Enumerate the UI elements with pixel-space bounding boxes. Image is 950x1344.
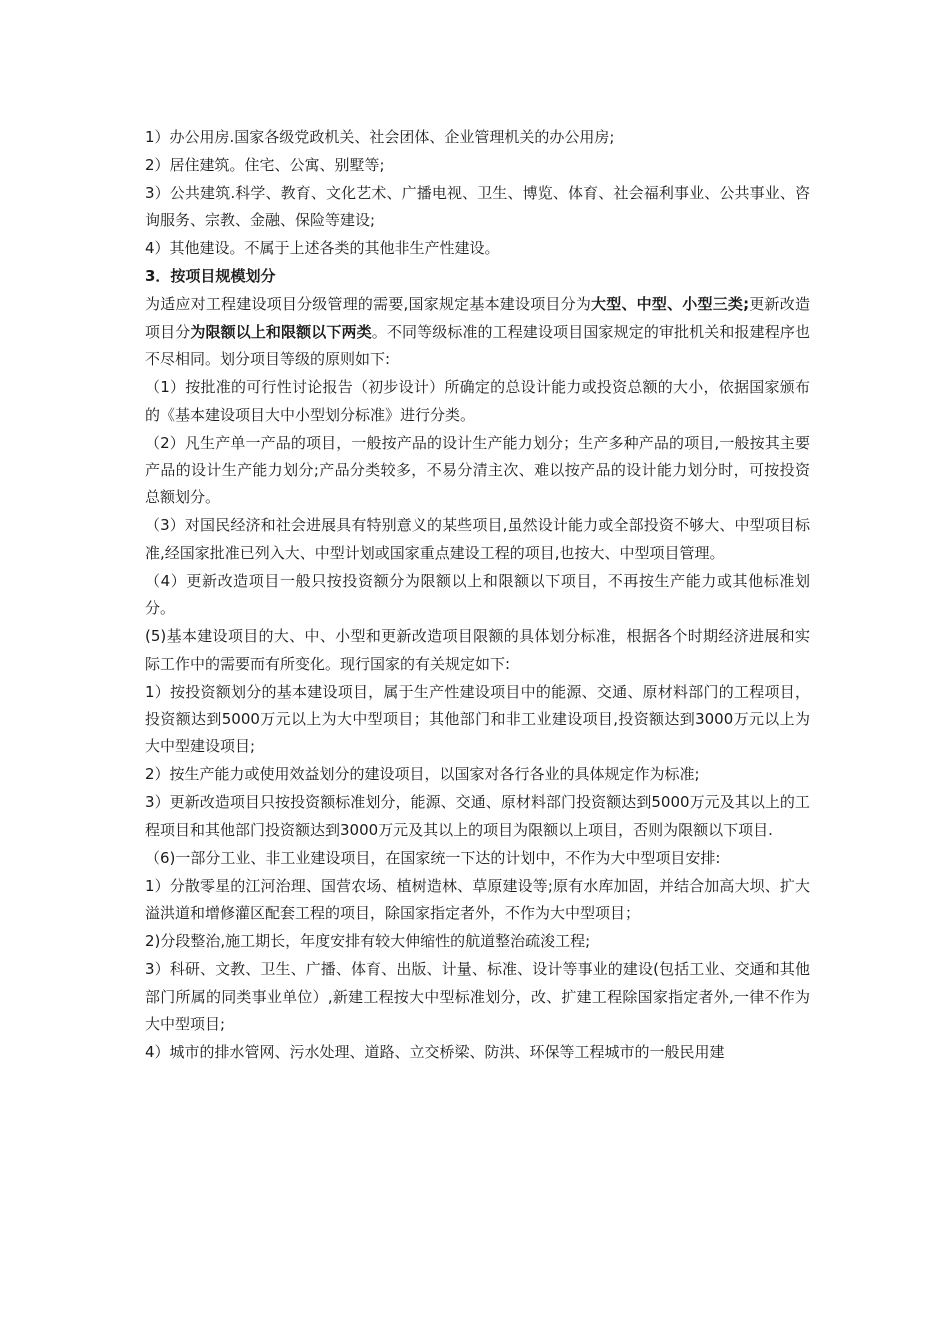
paragraph-exception-3: 3）科研、文教、卫生、广播、体育、出版、计量、标准、设计等事业的建设(包括工业、交通和其他部门所属的同类事业单位）,新建工程按大中型标准划分，改、扩建工程除国家指定者外,一律不作为大中型项目; [145,960,810,1034]
paragraph-principle-2: （2）凡生产单一产品的项目，一般按产品的设计生产能力划分；生产多种产品的项目,一般按其主要产品的设计生产能力划分;产品分类较多，不易分清主次、难以按产品的设计能力划分时，可按投资总额划分。 [145,433,810,507]
bold-run: 为限额以上和限额以下两类 [190,322,372,341]
text-run: 。不同等级标准的工程建设项目国家规定的审批机关和报建程序也不尽相同。划分项目等级的原则如下: [145,322,810,369]
paragraph-office-buildings: 1）办公用房.国家各级党政机关、社会团体、企业管理机关的办公用房; [145,128,615,146]
paragraph-other-construction: 4）其他建设。不属于上述各类的其他非生产性建设。 [145,239,500,258]
paragraph-residential: 2）居住建筑。住宅、公寓、别墅等; [145,156,385,174]
paragraph-rule-capacity: 2）按生产能力或使用效益划分的建设项目，以国家对各行各业的具体规定作为标准; [145,765,700,784]
paragraph-principle-5: (5)基本建设项目的大、中、小型和更新改造项目限额的具体划分标准，根据各个时期经济进展和实际工作中的需要而有所变化。现行国家的有关规定如下: [145,627,810,673]
section-heading-scale: 3．按项目规模划分 [145,267,276,286]
paragraph-exception-2: 2)分段整治,施工期长，年度安排有较大伸缩性的航道整治疏浚工程; [145,932,591,951]
bold-run: 大型、中型、小型三类; [591,295,750,314]
paragraph-principle-3: （3）对国民经济和社会进展具有特别意义的某些项目,虽然设计能力或全部投资不够大、中型项目标准,经国家批准已列入大、中型计划或国家重点建设工程的项目,也按大、中型项目管理。 [145,516,810,562]
paragraph-rule-renovation: 3）更新改造项目只按投资额标准划分，能源、交通、原材料部门投资额达到5000万元及其以上的工程项目和其他部门投资额达到3000万元及其以上的项目为限额以上项目，否则为限额以下项目. [145,793,810,839]
paragraph-exception-1: 1）分散零星的江河治理、国营农场、植树造林、草原建设等;原有水库加固，并结合加高大坝、扩大溢洪道和增修灌区配套工程的项目，除国家指定者外，不作为大中型项目； [145,876,810,923]
paragraph-scale-intro [145,291,810,373]
paragraph-exception-4: 4）城市的排水管网、污水处理、道路、立交桥梁、防洪、环保等工程城市的一般民用建 [145,1043,725,1062]
paragraph-rule-investment: 1）按投资额划分的基本建设项目，属于生产性建设项目中的能源、交通、原材料部门的工程项目，投资额达到5000万元以上为大中型项目；其他部门和非工业建设项目,投资额达到3000万元以上为大中型建设项目; [145,682,810,756]
text-run: 更新改造项目分 [145,295,810,341]
paragraph-principle-6: （6)一部分工业、非工业建设项目，在国家统一下达的计划中，不作为大中型项目安排: [145,848,721,867]
text-run: 为适应对工程建设项目分级管理的需要,国家规定基本建设项目分为 [145,295,592,314]
paragraph-principle-4: （4）更新改造项目一般只按投资额分为限额以上和限额以下项目，不再按生产能力或其他标准划分。 [145,571,810,618]
paragraph-public-buildings: 3）公共建筑.科学、教育、文化艺术、广播电视、卫生、博览、体育、社会福利事业、公共事业、咨询服务、宗教、金融、保险等建设; [145,184,810,230]
document-page [145,124,810,1067]
paragraph-principle-1: （1）按批准的可行性讨论报告（初步设计）所确定的总设计能力或投资总额的大小，依据国家颁布的《基本建设项目大中小型划分标准》进行分类。 [145,378,810,424]
